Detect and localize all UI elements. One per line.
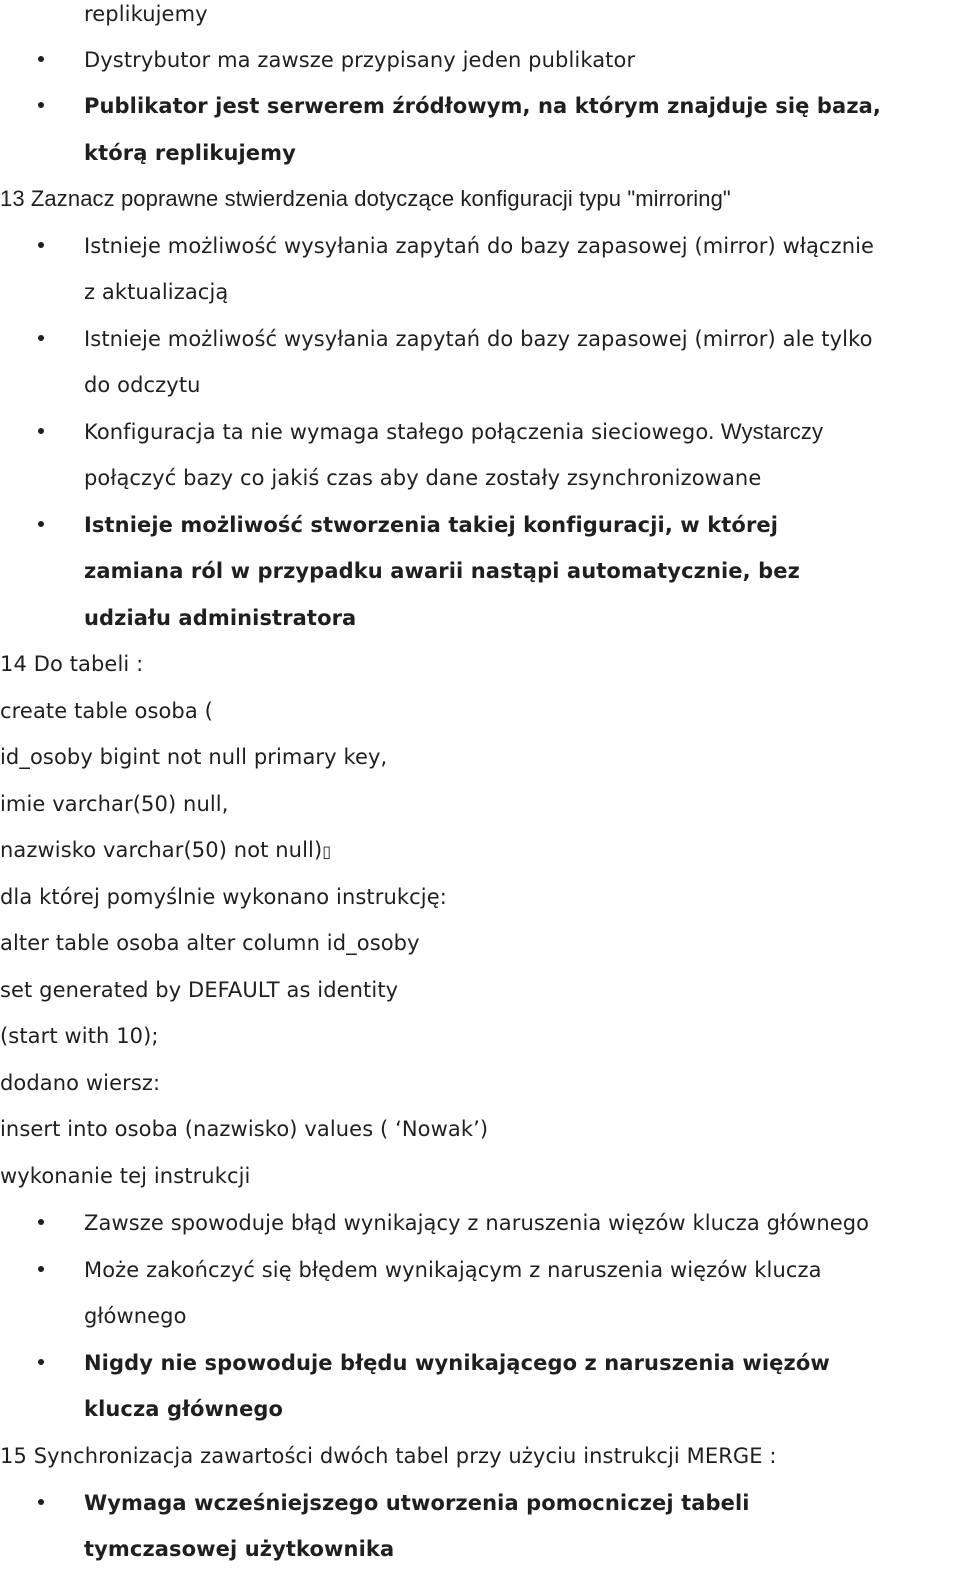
text-line: dla której pomyślnie wykonano instrukcję: (0, 885, 447, 909)
answer-option-cont: połączyć bazy co jakiś czas aby dane zostały zsynchronizowane (84, 466, 762, 490)
answer-option-correct-cont: którą replikujemy (84, 141, 296, 165)
answer-option: Dystrybutor ma zawsze przypisany jeden publikator (84, 48, 636, 72)
answer-option: Może zakończyć się błędem wynikającym z naruszenia więzów klucza (84, 1258, 822, 1282)
bullet (38, 56, 44, 62)
answer-option: Istnieje możliwość wysyłania zapytań do bazy zapasowej (mirror) włącznie (84, 234, 875, 258)
answer-option-correct: Istnieje możliwość stworzenia takiej konfiguracji, w której (84, 513, 779, 537)
answer-option-cont: głównego (84, 1304, 187, 1328)
bullet (38, 1219, 44, 1225)
question-14: 14 Do tabeli : (0, 652, 144, 676)
text-line: replikujemy (84, 2, 208, 26)
code-line: create table osoba ( (0, 699, 213, 723)
bullet (38, 335, 44, 341)
text-line: wykonanie tej instrukcji (0, 1164, 251, 1188)
answer-option: Istnieje możliwość wysyłania zapytań do bazy zapasowej (mirror) ale tylko (84, 327, 873, 351)
answer-option: Zawsze spowoduje błąd wynikający z naruszenia więzów klucza głównego (84, 1211, 870, 1235)
code-line: imie varchar(50) null, (0, 792, 229, 816)
code-text: nazwisko varchar(50) not null) (0, 838, 323, 862)
answer-option-correct-cont: tymczasowej użytkownika (84, 1537, 395, 1561)
question-15: 15 Synchronizacja zawartości dwóch tabel przy użyciu instrukcji MERGE : (0, 1444, 777, 1468)
answer-option-part: Wystarczy (714, 419, 824, 444)
bullet (38, 1359, 44, 1365)
bullet (38, 428, 44, 434)
bullet (38, 521, 44, 527)
answer-option-cont: z aktualizacją (84, 280, 229, 304)
code-line: id_osoby bigint not null primary key, (0, 745, 388, 769)
answer-option-correct: Wymaga wcześniejszego utworzenia pomocniczej tabeli (84, 1491, 750, 1515)
question-13: 13 Zaznacz poprawne stwierdzenia dotyczące konfiguracji typu "mirroring" (0, 186, 731, 211)
code-line: (start with 10); (0, 1024, 159, 1048)
answer-option-correct: Publikator jest serwerem źródłowym, na którym znajduje się baza, (84, 94, 881, 118)
code-line: alter table osoba alter column id_osoby (0, 931, 420, 955)
code-line (0, 827, 331, 873)
answer-option-correct-cont: klucza głównego (84, 1397, 284, 1421)
bullet (38, 242, 44, 248)
bullet (38, 1266, 44, 1272)
missing-glyph-box: ▯ (322, 842, 332, 861)
answer-option-correct-cont: zamiana ról w przypadku awarii nastąpi automatycznie, bez (84, 559, 800, 583)
answer-option-part: Konfiguracja ta nie wymaga stałego połączenia sieciowego. (84, 420, 715, 444)
bullet (38, 1499, 44, 1505)
answer-option-correct-cont: udziału administratora (84, 606, 357, 630)
text-line: dodano wiersz: (0, 1071, 161, 1095)
code-line: insert into osoba (nazwisko) values ( ‘Nowak’) (0, 1117, 489, 1141)
answer-option-correct: Nigdy nie spowoduje błędu wynikającego z naruszenia więzów (84, 1351, 830, 1375)
bullet (38, 102, 44, 108)
answer-option (84, 409, 823, 455)
code-line: set generated by DEFAULT as identity (0, 978, 399, 1002)
answer-option-cont: do odczytu (84, 373, 201, 397)
